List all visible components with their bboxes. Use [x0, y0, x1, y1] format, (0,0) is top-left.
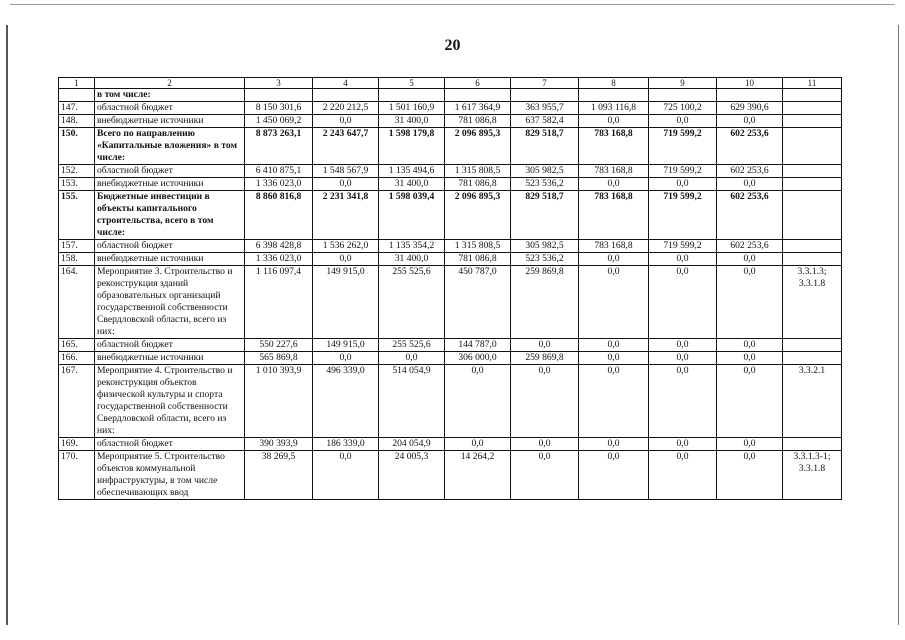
value-cell: 8 860 816,8 [245, 191, 313, 240]
value-cell: 6 398 428,8 [245, 240, 313, 253]
value-cell: 781 086,8 [445, 253, 511, 266]
table-row [59, 253, 842, 266]
value-cell: 1 617 364,9 [445, 102, 511, 115]
value-cell: 0,0 [313, 253, 379, 266]
row-number: 164. [59, 266, 95, 339]
value-cell: 38 269,5 [245, 451, 313, 500]
row-number: 170. [59, 451, 95, 500]
value-cell: 0,0 [313, 115, 379, 128]
column-header: 10 [717, 78, 783, 89]
row-name: областной бюджет [95, 102, 245, 115]
row-name: Мероприятие 5. Строительство объектов коммунальной инфраструктуры, в том числе обеспечивающих ввод [95, 451, 245, 500]
row-name: Бюджетные инвестиции в объекты капитального строительства, всего в том числе: [95, 191, 245, 240]
value-cell: 637 582,4 [511, 115, 579, 128]
row-name: областной бюджет [95, 240, 245, 253]
value-cell: 24 005,3 [379, 451, 445, 500]
value-cell: 0,0 [511, 451, 579, 500]
value-cell: 1 135 354,2 [379, 240, 445, 253]
table-row [59, 451, 842, 500]
row-number: 153. [59, 178, 95, 191]
value-cell: 186 339,0 [313, 438, 379, 451]
scan-edge-left [6, 25, 8, 625]
value-cell [717, 89, 783, 102]
value-cell: 783 168,8 [579, 191, 649, 240]
value-cell: 2 096 895,3 [445, 191, 511, 240]
column-header: 8 [579, 78, 649, 89]
target-ref [783, 128, 842, 165]
row-name: Всего по направлению «Капитальные вложения» в том числе: [95, 128, 245, 165]
value-cell: 0,0 [313, 352, 379, 365]
value-cell: 783 168,8 [579, 128, 649, 165]
value-cell: 0,0 [579, 178, 649, 191]
value-cell: 781 086,8 [445, 115, 511, 128]
row-name: Мероприятие 3. Строительство и реконструкция зданий образовательных организаций государственной собственности Свердловской области, всего из них: [95, 266, 245, 339]
value-cell: 1 010 393,9 [245, 365, 313, 438]
value-cell: 550 227,6 [245, 339, 313, 352]
target-ref [783, 178, 842, 191]
table-row [59, 191, 842, 240]
value-cell: 1 315 808,5 [445, 240, 511, 253]
table-row [59, 240, 842, 253]
row-number: 166. [59, 352, 95, 365]
value-cell: 1 598 179,8 [379, 128, 445, 165]
value-cell: 1 598 039,4 [379, 191, 445, 240]
row-name: внебюджетные источники [95, 115, 245, 128]
value-cell: 259 869,8 [511, 266, 579, 339]
scan-edge-right [898, 25, 899, 625]
value-cell: 829 518,7 [511, 128, 579, 165]
row-number: 150. [59, 128, 95, 165]
column-header: 1 [59, 78, 95, 89]
column-header: 7 [511, 78, 579, 89]
row-number: 147. [59, 102, 95, 115]
value-cell: 31 400,0 [379, 178, 445, 191]
row-number: 165. [59, 339, 95, 352]
target-ref [783, 102, 842, 115]
value-cell: 305 982,5 [511, 165, 579, 178]
value-cell: 149 915,0 [313, 339, 379, 352]
row-name: в том числе: [95, 89, 245, 102]
value-cell: 0,0 [717, 365, 783, 438]
value-cell: 204 054,9 [379, 438, 445, 451]
value-cell: 783 168,8 [579, 240, 649, 253]
target-ref: 3.3.1.3-1; 3.3.1.8 [783, 451, 842, 500]
row-number: 152. [59, 165, 95, 178]
value-cell: 0,0 [717, 451, 783, 500]
column-header: 11 [783, 78, 842, 89]
value-cell: 602 253,6 [717, 191, 783, 240]
value-cell: 149 915,0 [313, 266, 379, 339]
value-cell: 2 231 341,8 [313, 191, 379, 240]
value-cell: 0,0 [579, 352, 649, 365]
column-header: 2 [95, 78, 245, 89]
target-ref [783, 240, 842, 253]
value-cell: 0,0 [717, 115, 783, 128]
value-cell: 496 339,0 [313, 365, 379, 438]
value-cell: 0,0 [445, 438, 511, 451]
value-cell: 305 982,5 [511, 240, 579, 253]
value-cell: 0,0 [379, 352, 445, 365]
value-cell: 523 536,2 [511, 253, 579, 266]
value-cell: 0,0 [511, 438, 579, 451]
column-header: 4 [313, 78, 379, 89]
row-number [59, 89, 95, 102]
value-cell: 523 536,2 [511, 178, 579, 191]
value-cell: 0,0 [579, 438, 649, 451]
row-number: 169. [59, 438, 95, 451]
value-cell: 255 525,6 [379, 266, 445, 339]
row-name: областной бюджет [95, 339, 245, 352]
value-cell [445, 89, 511, 102]
value-cell: 390 393,9 [245, 438, 313, 451]
value-cell: 0,0 [649, 339, 717, 352]
column-header: 3 [245, 78, 313, 89]
value-cell: 1 116 097,4 [245, 266, 313, 339]
target-ref [783, 352, 842, 365]
value-cell: 629 390,6 [717, 102, 783, 115]
target-ref [783, 165, 842, 178]
value-cell: 0,0 [579, 365, 649, 438]
value-cell: 719 599,2 [649, 240, 717, 253]
value-cell: 0,0 [717, 438, 783, 451]
value-cell: 0,0 [717, 352, 783, 365]
value-cell: 0,0 [717, 266, 783, 339]
value-cell: 1 315 808,5 [445, 165, 511, 178]
table-row [59, 178, 842, 191]
value-cell: 2 096 895,3 [445, 128, 511, 165]
value-cell: 0,0 [579, 339, 649, 352]
target-ref [783, 115, 842, 128]
value-cell: 0,0 [717, 339, 783, 352]
value-cell: 0,0 [579, 115, 649, 128]
row-number: 148. [59, 115, 95, 128]
value-cell: 781 086,8 [445, 178, 511, 191]
value-cell: 2 220 212,5 [313, 102, 379, 115]
table-row [59, 115, 842, 128]
target-ref [783, 253, 842, 266]
column-header: 5 [379, 78, 445, 89]
value-cell: 1 336 023,0 [245, 253, 313, 266]
value-cell: 1 450 069,2 [245, 115, 313, 128]
value-cell: 0,0 [313, 451, 379, 500]
scan-edge-top [10, 4, 895, 5]
table-row [59, 352, 842, 365]
budget-table [58, 77, 842, 500]
value-cell: 0,0 [313, 178, 379, 191]
target-ref [783, 191, 842, 240]
table-row [59, 89, 842, 102]
value-cell: 0,0 [511, 365, 579, 438]
value-cell: 1 536 262,0 [313, 240, 379, 253]
row-name: областной бюджет [95, 438, 245, 451]
value-cell [313, 89, 379, 102]
value-cell: 0,0 [579, 266, 649, 339]
table-row [59, 365, 842, 438]
table-row [59, 438, 842, 451]
value-cell: 255 525,6 [379, 339, 445, 352]
value-cell: 602 253,6 [717, 240, 783, 253]
row-number: 158. [59, 253, 95, 266]
value-cell: 31 400,0 [379, 115, 445, 128]
value-cell: 0,0 [445, 365, 511, 438]
value-cell: 1 501 160,9 [379, 102, 445, 115]
value-cell: 14 264,2 [445, 451, 511, 500]
value-cell: 2 243 647,7 [313, 128, 379, 165]
target-ref [783, 89, 842, 102]
row-name: Мероприятие 4. Строительство и реконструкция объектов физической культуры и спорта государственной собственности Свердловской области, всего из них: [95, 365, 245, 438]
value-cell: 450 787,0 [445, 266, 511, 339]
value-cell: 719 599,2 [649, 128, 717, 165]
table-row [59, 339, 842, 352]
value-cell: 0,0 [649, 438, 717, 451]
value-cell: 144 787,0 [445, 339, 511, 352]
value-cell: 0,0 [579, 253, 649, 266]
table-row [59, 128, 842, 165]
value-cell: 259 869,8 [511, 352, 579, 365]
row-name: внебюджетные источники [95, 178, 245, 191]
value-cell: 719 599,2 [649, 165, 717, 178]
value-cell: 31 400,0 [379, 253, 445, 266]
row-name: внебюджетные источники [95, 253, 245, 266]
value-cell [245, 89, 313, 102]
row-number: 155. [59, 191, 95, 240]
row-number: 167. [59, 365, 95, 438]
row-number: 157. [59, 240, 95, 253]
target-ref [783, 339, 842, 352]
target-ref: 3.3.1.3; 3.3.1.8 [783, 266, 842, 339]
value-cell: 8 873 263,1 [245, 128, 313, 165]
table-row [59, 266, 842, 339]
column-header: 6 [445, 78, 511, 89]
value-cell: 306 000,0 [445, 352, 511, 365]
value-cell: 0,0 [649, 365, 717, 438]
value-cell: 0,0 [511, 339, 579, 352]
value-cell: 0,0 [649, 253, 717, 266]
value-cell: 0,0 [717, 253, 783, 266]
value-cell: 602 253,6 [717, 165, 783, 178]
target-ref: 3.3.2.1 [783, 365, 842, 438]
value-cell: 0,0 [649, 266, 717, 339]
value-cell: 783 168,8 [579, 165, 649, 178]
value-cell: 565 869,8 [245, 352, 313, 365]
value-cell: 725 100,2 [649, 102, 717, 115]
target-ref [783, 438, 842, 451]
value-cell: 363 955,7 [511, 102, 579, 115]
page-number: 20 [444, 37, 461, 54]
value-cell: 0,0 [649, 352, 717, 365]
value-cell: 1 336 023,0 [245, 178, 313, 191]
value-cell [511, 89, 579, 102]
table-row [59, 165, 842, 178]
value-cell: 829 518,7 [511, 191, 579, 240]
row-name: областной бюджет [95, 165, 245, 178]
value-cell: 1 093 116,8 [579, 102, 649, 115]
value-cell: 6 410 875,1 [245, 165, 313, 178]
value-cell: 1 135 494,6 [379, 165, 445, 178]
row-name: внебюджетные источники [95, 352, 245, 365]
value-cell: 602 253,6 [717, 128, 783, 165]
table-row [59, 102, 842, 115]
value-cell [379, 89, 445, 102]
value-cell: 514 054,9 [379, 365, 445, 438]
value-cell: 0,0 [649, 451, 717, 500]
value-cell: 0,0 [579, 451, 649, 500]
value-cell: 8 150 301,6 [245, 102, 313, 115]
header-row [59, 78, 842, 89]
value-cell [649, 89, 717, 102]
value-cell [579, 89, 649, 102]
value-cell: 0,0 [649, 115, 717, 128]
value-cell: 1 548 567,9 [313, 165, 379, 178]
value-cell: 0,0 [649, 178, 717, 191]
column-header: 9 [649, 78, 717, 89]
value-cell: 719 599,2 [649, 191, 717, 240]
value-cell: 0,0 [717, 178, 783, 191]
